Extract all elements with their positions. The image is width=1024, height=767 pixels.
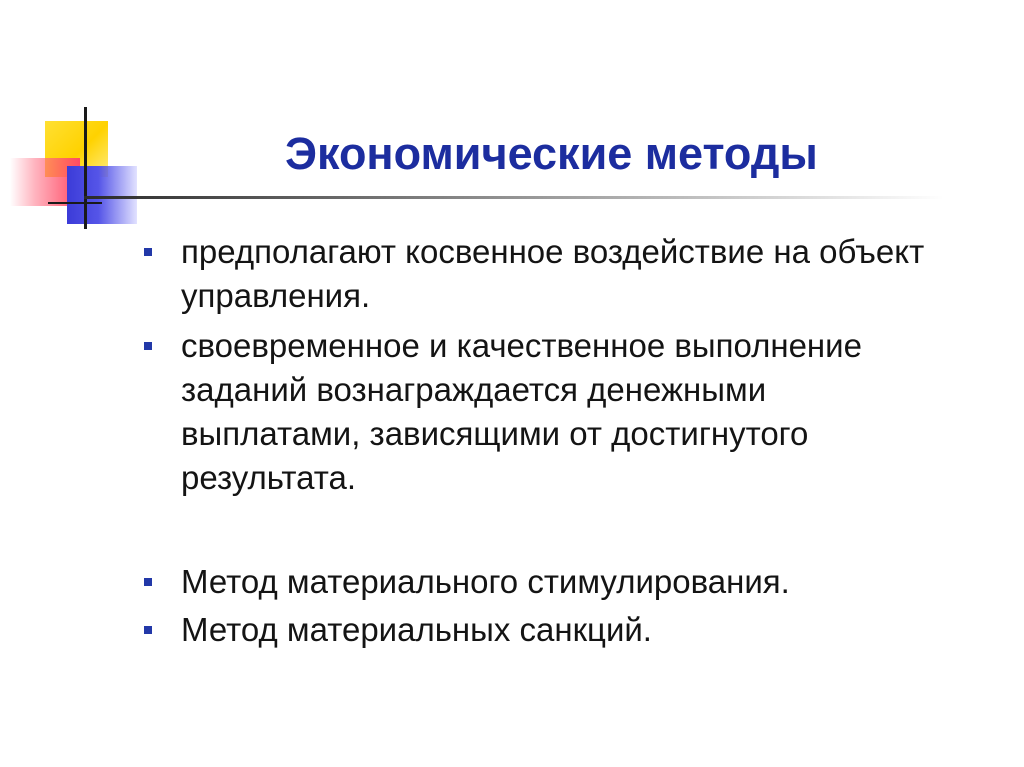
decor-short-line	[48, 202, 102, 204]
slide-title: Экономические методы	[285, 128, 818, 179]
bullet-text: своевременное и качественное выполнение заданий вознаграждается денежными выплатами, зависящими от достигнутого результата.	[181, 327, 862, 496]
list-item	[141, 560, 941, 604]
list-item	[141, 324, 941, 500]
bullet-list	[141, 230, 941, 652]
bullet-text: Метод материального стимулирования.	[181, 563, 790, 600]
bullet-text: Метод материальных санкций.	[181, 611, 652, 648]
decor-vertical-line	[84, 107, 87, 229]
list-item	[141, 230, 941, 318]
bullet-text: предполагают косвенное воздействие на объект управления.	[181, 233, 925, 314]
bullet-square-icon	[144, 578, 152, 586]
bullet-square-icon	[144, 626, 152, 634]
decor-blue-square	[67, 166, 137, 224]
title-underline	[84, 196, 944, 199]
bullet-square-icon	[144, 248, 152, 256]
list-item	[141, 608, 941, 652]
bullet-square-icon	[144, 342, 152, 350]
